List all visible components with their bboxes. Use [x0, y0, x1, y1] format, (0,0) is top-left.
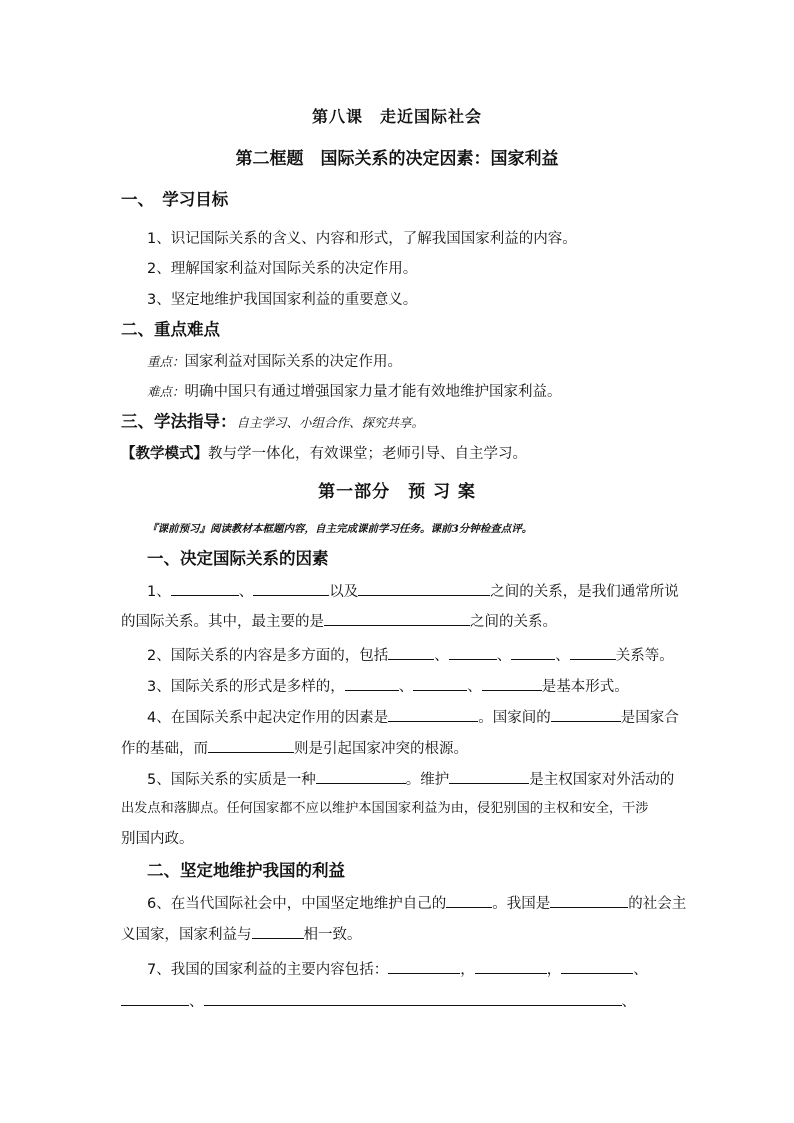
question-2-text: 关系等。: [615, 648, 674, 664]
separator: ，: [546, 962, 562, 978]
section-1-heading: 一、 学习目标: [121, 190, 229, 209]
question-3-text: 是基本形式。: [541, 679, 629, 695]
question-1-line-2: [121, 610, 557, 632]
section-3-heading: 三、学法指导：: [121, 412, 237, 431]
separator: 、: [434, 648, 449, 664]
separator: 、: [189, 994, 204, 1010]
question-5-line-3: 别国内政。: [121, 831, 194, 847]
fill-blank[interactable]: [204, 990, 622, 1006]
fill-blank[interactable]: [388, 644, 434, 660]
fill-blank[interactable]: [388, 706, 478, 722]
question-6-text: 6、在当代国际社会中，中国坚定地维护自己的: [147, 896, 447, 912]
question-4-text: 4、在国际关系中起决定作用的因素是: [147, 710, 389, 726]
separator: ，: [460, 962, 475, 978]
preview-instruction: 『课前预习』阅读教材本框题内容，自主完成课前学习任务。课前3分钟检查点评。: [147, 523, 533, 535]
fill-blank[interactable]: [446, 892, 492, 908]
fill-blank[interactable]: [551, 706, 621, 722]
part-1-title: 第一部分 预 习 案: [318, 482, 476, 502]
question-4-text: 则是引起国家冲突的根源。: [294, 741, 468, 757]
fill-blank[interactable]: [449, 768, 529, 784]
question-5-text: 。维护: [405, 772, 450, 788]
objective-1: 1、识记国际关系的含义、内容和形式，了解我国国家利益的内容。: [147, 231, 577, 247]
question-2: [147, 644, 674, 666]
fill-blank[interactable]: [482, 675, 542, 691]
fill-blank[interactable]: [388, 958, 460, 974]
fill-blank[interactable]: [511, 644, 555, 660]
question-3-text: 3、国际关系的形式是多样的，: [147, 679, 345, 695]
fill-blank[interactable]: [316, 768, 406, 784]
difficult-point-text: 明确中国只有通过增强国家力量才能有效地维护国家利益。: [184, 384, 562, 400]
question-4-text: 是国家合: [620, 710, 679, 726]
question-1-text: 以及: [329, 584, 359, 600]
question-1-text: 之间的关系。: [470, 614, 557, 630]
fill-blank[interactable]: [550, 892, 628, 908]
question-6-line-1: [147, 892, 686, 914]
separator: 、: [633, 962, 648, 978]
section-2-heading: 二、重点难点: [121, 320, 220, 339]
question-7-text: 7、我国的国家利益的主要内容包括：: [147, 962, 389, 978]
question-4-text: 。国家间的: [478, 710, 551, 726]
difficult-point: [147, 382, 562, 402]
question-3: [147, 675, 629, 697]
fill-blank[interactable]: [253, 580, 329, 596]
separator: 、: [238, 584, 254, 600]
fill-blank[interactable]: [121, 990, 189, 1006]
question-6-text: 义国家，国家利益与: [121, 927, 252, 943]
key-point-label: 重点：: [147, 354, 185, 369]
fill-blank[interactable]: [171, 580, 239, 596]
part-1-section-1-heading: 一、决定国际关系的因素: [147, 549, 329, 568]
fill-blank[interactable]: [358, 580, 490, 596]
question-6-text: 。我国是: [492, 896, 551, 912]
fill-blank[interactable]: [324, 610, 470, 626]
teaching-mode-text: 教与学一体化，有效课堂；老师引导、自主学习。: [208, 446, 527, 462]
fill-blank[interactable]: [449, 644, 497, 660]
difficult-point-label: 难点：: [147, 384, 185, 399]
separator: 、: [621, 994, 636, 1010]
question-7-line-1: [147, 958, 648, 980]
fill-blank[interactable]: [208, 737, 294, 753]
fill-blank[interactable]: [561, 958, 633, 974]
question-1-line-1: [147, 580, 679, 602]
question-4-line-1: [147, 706, 679, 728]
teaching-mode-label: 【教学模式】: [121, 446, 208, 462]
fill-blank[interactable]: [345, 675, 399, 691]
frame-title: 第二框题 国际关系的决定因素：国家利益: [235, 149, 559, 169]
question-6-line-2: [121, 923, 362, 945]
question-1-number: 1、: [147, 584, 171, 600]
study-method-text: 自主学习、小组合作、探究共享。: [236, 415, 425, 430]
question-4-line-2: [121, 737, 468, 759]
question-6-text: 的社会主: [628, 896, 687, 912]
part-1-section-2-heading: 二、坚定地维护我国的利益: [147, 861, 345, 880]
question-6-text: 相一致。: [303, 927, 362, 943]
question-5-text: 5、国际关系的实质是一种: [147, 772, 316, 788]
question-2-text: 2、国际关系的内容是多方面的，包括: [147, 648, 389, 664]
key-point-text: 国家利益对国际关系的决定作用。: [184, 354, 403, 370]
fill-blank[interactable]: [570, 644, 616, 660]
objective-3: 3、坚定地维护我国国家利益的重要意义。: [147, 292, 418, 308]
separator: 、: [555, 648, 570, 664]
fill-blank[interactable]: [475, 958, 547, 974]
lesson-title: 第八课 走近国际社会: [311, 107, 482, 126]
question-5-text: 是主权国家对外活动的: [529, 772, 675, 788]
question-1-text: 的国际关系。其中，最主要的是: [121, 614, 324, 630]
question-4-text: 作的基础，而: [121, 741, 208, 757]
fill-blank[interactable]: [252, 923, 304, 939]
fill-blank[interactable]: [413, 675, 467, 691]
teaching-mode: [121, 444, 527, 464]
question-5-line-2: 出发点和落脚点。任何国家都不应以维护本国国家利益为由，侵犯别国的主权和安全，干涉: [121, 801, 649, 816]
study-method: [121, 412, 424, 433]
key-point: [147, 352, 402, 372]
separator: 、: [467, 679, 482, 695]
separator: 、: [496, 648, 512, 664]
question-1-text: 之间的关系，是我们通常所说: [490, 584, 679, 600]
separator: 、: [398, 679, 414, 695]
question-7-line-2: [121, 990, 636, 1012]
objective-2: 2、理解国家利益对国际关系的决定作用。: [147, 261, 418, 277]
question-5-line-1: [147, 768, 674, 790]
